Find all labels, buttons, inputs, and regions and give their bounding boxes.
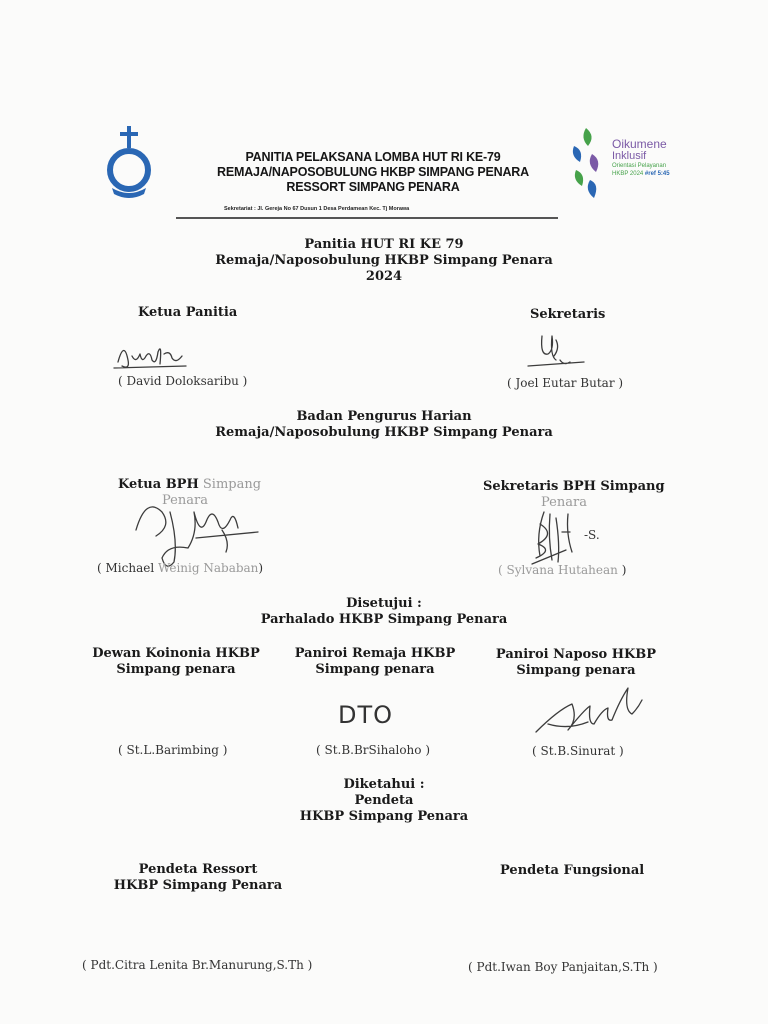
approved-col-1-title [86,646,266,678]
secretary-title: Sekretaris [530,307,606,322]
secretariat-address: Sekretariat : Jl. Gereja No 67 Dusun 1 Desa Perdamean Kec. Tj Morawa [224,206,410,212]
bph-chair-title-rest: Simpang [202,477,262,492]
approved-col-3-name: ( St.B.Sinurat ) [532,744,624,758]
bph-heading-line-2: Remaja/Naposobulung HKBP Simpang Penara [215,425,553,440]
secretary-signature [520,326,590,376]
approved-col-2-title [285,646,465,678]
oikumene-line-3: Orientasi Pelayanan [612,163,667,169]
letterhead-org [178,150,568,195]
bph-heading [184,409,584,441]
approved-col-3-signature [528,680,648,740]
bph-chair-name-a: ( Michael [97,561,155,575]
letterhead-line-2: REMAJA/NAPOSOBULUNG HKBP SIMPANG PENARA [217,165,529,179]
title-line-3: 2024 [365,269,403,284]
bph-chair-name-c: ) [258,561,264,575]
bph-secretary-title-line-2: Penara [541,495,587,510]
bph-heading-line-1: Badan Pengurus Harian [296,409,472,424]
title-line-1: Panitia HUT RI KE 79 [304,237,464,252]
bph-secretary-name-c: ) [621,563,627,577]
oikumene-logo [566,124,606,204]
approved-col-3-title [486,647,666,679]
known-heading-line-3: HKBP Simpang Penara [299,809,469,824]
bph-secretary-name-a: ( Sylvana [498,563,555,577]
known-heading [284,777,484,825]
secretary-name: ( Joel Eutar Butar ) [507,376,624,390]
pastor-ressort-line-1: Pendeta Ressort [138,862,258,877]
pastor-ressort-title [98,862,298,894]
chair-title: Ketua Panitia [138,305,238,320]
bph-chair-name-b: Weinig Nababan [158,561,259,575]
oikumene-tag: #ref 5:45 [644,171,670,177]
letterhead-line-3: RESSORT SIMPANG PENARA [286,180,460,194]
col-1-line-1: Dewan Koinonia HKBP [92,646,260,661]
hkbp-logo [104,124,154,200]
col-3-line-1: Paniroi Naposo HKBP [495,647,657,662]
col-3-line-2: Simpang penara [516,663,636,678]
letterhead-divider [176,217,558,219]
chair-name: ( David Doloksaribu ) [118,374,248,388]
chair-signature [110,330,190,380]
document-title [184,237,584,285]
approved-heading [184,596,584,628]
pastor-ressort-line-2: HKBP Simpang Penara [113,878,283,893]
title-line-2: Remaja/Naposobulung HKBP Simpang Penara [215,253,553,268]
col-2-line-1: Paniroi Remaja HKBP [294,646,456,661]
bph-secretary-name-b: Hutahean [557,563,618,577]
oikumene-line-1: Oikumene [612,137,667,151]
approved-heading-line-2: Parhalado HKBP Simpang Penara [260,612,508,627]
oikumene-line-4: HKBP 2024 [612,171,644,177]
bph-chair-signature [126,492,266,572]
bph-chair-title-line-2: Penara [162,493,208,508]
approved-col-2-mark: DTO [338,701,394,729]
known-heading-line-1: Diketahui : [343,777,425,792]
approved-col-2-name: ( St.B.BrSihaloho ) [316,743,430,757]
bph-secretary-name [498,563,626,578]
approved-col-1-name: ( St.L.Barimbing ) [118,743,228,757]
oikumene-text [612,138,692,178]
pastor-ressort-name: ( Pdt.Citra Lenita Br.Manurung,S.Th ) [82,958,313,972]
bph-secretary-stamp-mark: -S. [584,528,600,542]
approved-heading-line-1: Disetujui : [346,596,422,611]
known-heading-line-2: Pendeta [354,793,414,808]
col-2-line-2: Simpang penara [315,662,435,677]
bph-secretary-title: Sekretaris BPH Simpang [483,479,665,494]
bph-chair-name [97,561,263,576]
pastor-functional-title: Pendeta Fungsional [500,863,645,878]
col-1-line-2: Simpang penara [116,662,236,677]
bph-chair-title [118,477,261,493]
letterhead-line-1: PANITIA PELAKSANA LOMBA HUT RI KE-79 [245,150,501,164]
bph-chair-title-bold: Ketua BPH [118,477,199,492]
pastor-functional-name: ( Pdt.Iwan Boy Panjaitan,S.Th ) [468,960,658,974]
oikumene-line-2: Inklusif [612,150,647,162]
